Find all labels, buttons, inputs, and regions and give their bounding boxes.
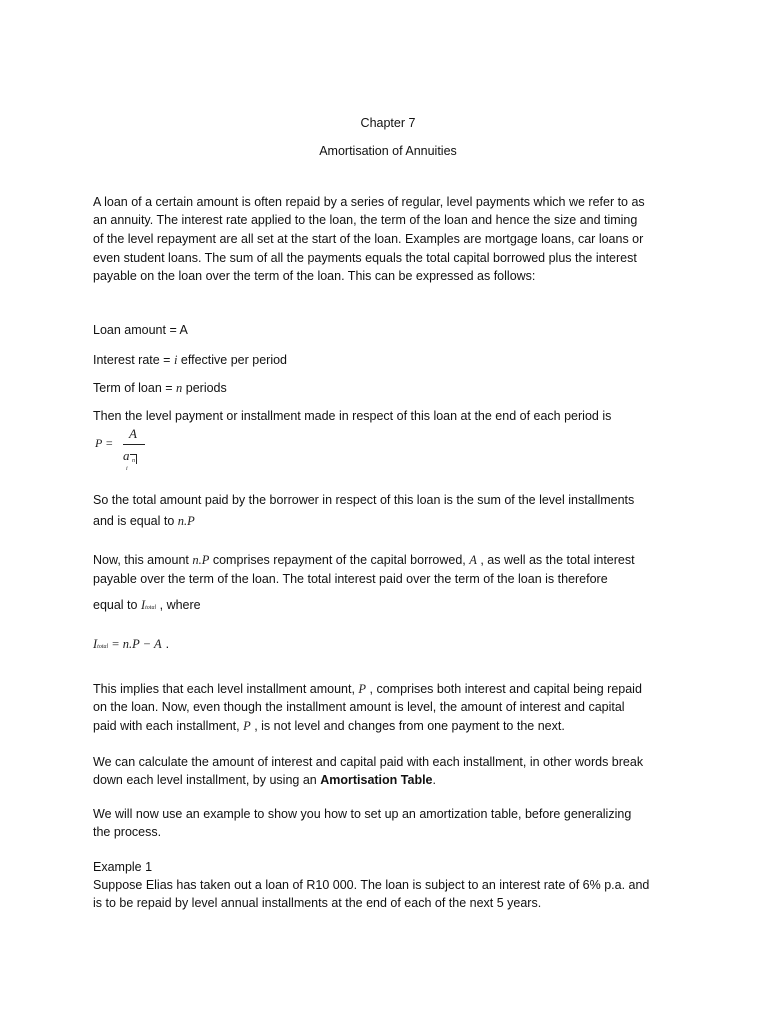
now-line-1 <box>93 552 635 568</box>
formula-p-denominator: a <box>123 448 130 463</box>
formula-i-lhs: I <box>93 637 98 651</box>
interest-rate-suffix: effective per period <box>177 353 287 367</box>
intro-line: of the level repayment are all set at the start of the loan. Examples are mortgage loans, car loans or <box>93 232 644 246</box>
implies-line-3-text-a: paid with each installment, <box>93 719 244 733</box>
intro-line: an annuity. The interest rate applied to the loan, the term of the loan and hence the size and timing <box>93 213 638 227</box>
total-interest-formula <box>93 636 169 655</box>
fraction-bar <box>123 444 145 445</box>
formula-i-lhs-sub: total <box>97 644 109 650</box>
term-suffix: periods <box>182 381 227 395</box>
example-intro-line-2: the process. <box>93 825 162 839</box>
interest-rate-line <box>93 352 287 368</box>
now-line-1-text-c: , as well as the total interest <box>476 553 635 567</box>
now-line-3-sub: total <box>145 605 157 611</box>
example-line-1: Suppose Elias has taken out a loan of R10 000. The loan is subject to an interest rate of 6% p.a. and <box>93 878 650 892</box>
formula-p-numerator: A <box>129 426 137 441</box>
now-line-3 <box>93 597 201 616</box>
interest-rate-prefix: Interest rate = <box>93 353 174 367</box>
now-line-3-prefix: equal to <box>93 598 141 612</box>
formula-p-den-sub2: i <box>126 466 128 472</box>
term-symbol: n <box>176 381 183 395</box>
formula-i-rhs: = n.P − A <box>111 637 162 651</box>
implies-line-3-text-b: , is not level and changes from one payment to the next. <box>250 719 565 733</box>
formula-p-den-sub: n <box>132 458 135 464</box>
term-prefix: Term of loan = <box>93 381 177 395</box>
angle-bracket-top <box>130 454 137 455</box>
total-line-2-prefix: and is equal to <box>93 514 178 528</box>
calc-line-1: We can calculate the amount of interest and capital paid with each installment, in other words break <box>93 755 644 769</box>
intro-line: A loan of a certain amount is often repaid by a series of regular, level payments which we refer to as <box>93 195 645 209</box>
now-line-3-math: I <box>140 598 146 612</box>
angle-bracket <box>136 454 137 464</box>
interest-rate-symbol: i <box>173 353 178 367</box>
total-line-1: So the total amount paid by the borrower in respect of this loan is the sum of the level installments <box>93 493 635 507</box>
implies-line-1 <box>93 681 642 697</box>
implies-line-2: on the loan. Now, even though the installment amount is level, the amount of interest and capital <box>93 700 625 714</box>
formula-i-trail: . <box>165 637 170 651</box>
calc-line-2-text-b: . <box>432 773 436 787</box>
now-line-2: payable over the term of the loan. The total interest paid over the term of the loan is therefore <box>93 572 608 586</box>
implies-line-3-math: P <box>243 719 251 733</box>
payment-formula <box>93 426 173 476</box>
now-line-1-text-b: comprises repayment of the capital borrowed, <box>209 553 470 567</box>
example-intro-line-1: We will now use an example to show you how to set up an amortization table, before generalizing <box>93 807 632 821</box>
now-line-3-suffix: , where <box>156 598 201 612</box>
example-heading: Example 1 <box>93 860 153 874</box>
implies-line-1-math: P <box>358 682 367 696</box>
now-line-1-text-a: Now, this amount <box>93 553 193 567</box>
implies-line-1-text-a: This implies that each level installment amount, <box>93 682 359 696</box>
example-line-2: is to be repaid by level annual installments at the end of each of the next 5 years. <box>93 896 542 910</box>
calc-line-2 <box>93 772 436 788</box>
calc-line-2-text-a: down each level installment, by using an <box>93 773 321 787</box>
now-line-1-math2: A <box>469 553 477 567</box>
payment-sentence: Then the level payment or installment made in respect of this loan at the end of each period is <box>93 409 612 423</box>
intro-line: even student loans. The sum of all the payments equals the total capital borrowed plus the interest <box>93 251 637 265</box>
chapter-title: Amortisation of Annuities <box>319 144 457 158</box>
chapter-heading: Chapter 7 <box>360 116 416 130</box>
loan-amount-line: Loan amount = A <box>93 323 188 337</box>
term-line <box>93 380 227 396</box>
formula-p-lhs: P = <box>95 436 114 450</box>
implies-line-1-text-b: , comprises both interest and capital being repaid <box>366 682 642 696</box>
amortisation-table-term: Amortisation Table <box>320 773 433 787</box>
intro-line: payable on the loan over the term of the loan. This can be expressed as follows: <box>93 269 536 283</box>
total-line-2 <box>93 513 195 529</box>
implies-line-3 <box>93 718 565 734</box>
total-line-2-math: n.P <box>177 514 195 528</box>
now-line-1-math: n.P <box>192 553 210 567</box>
